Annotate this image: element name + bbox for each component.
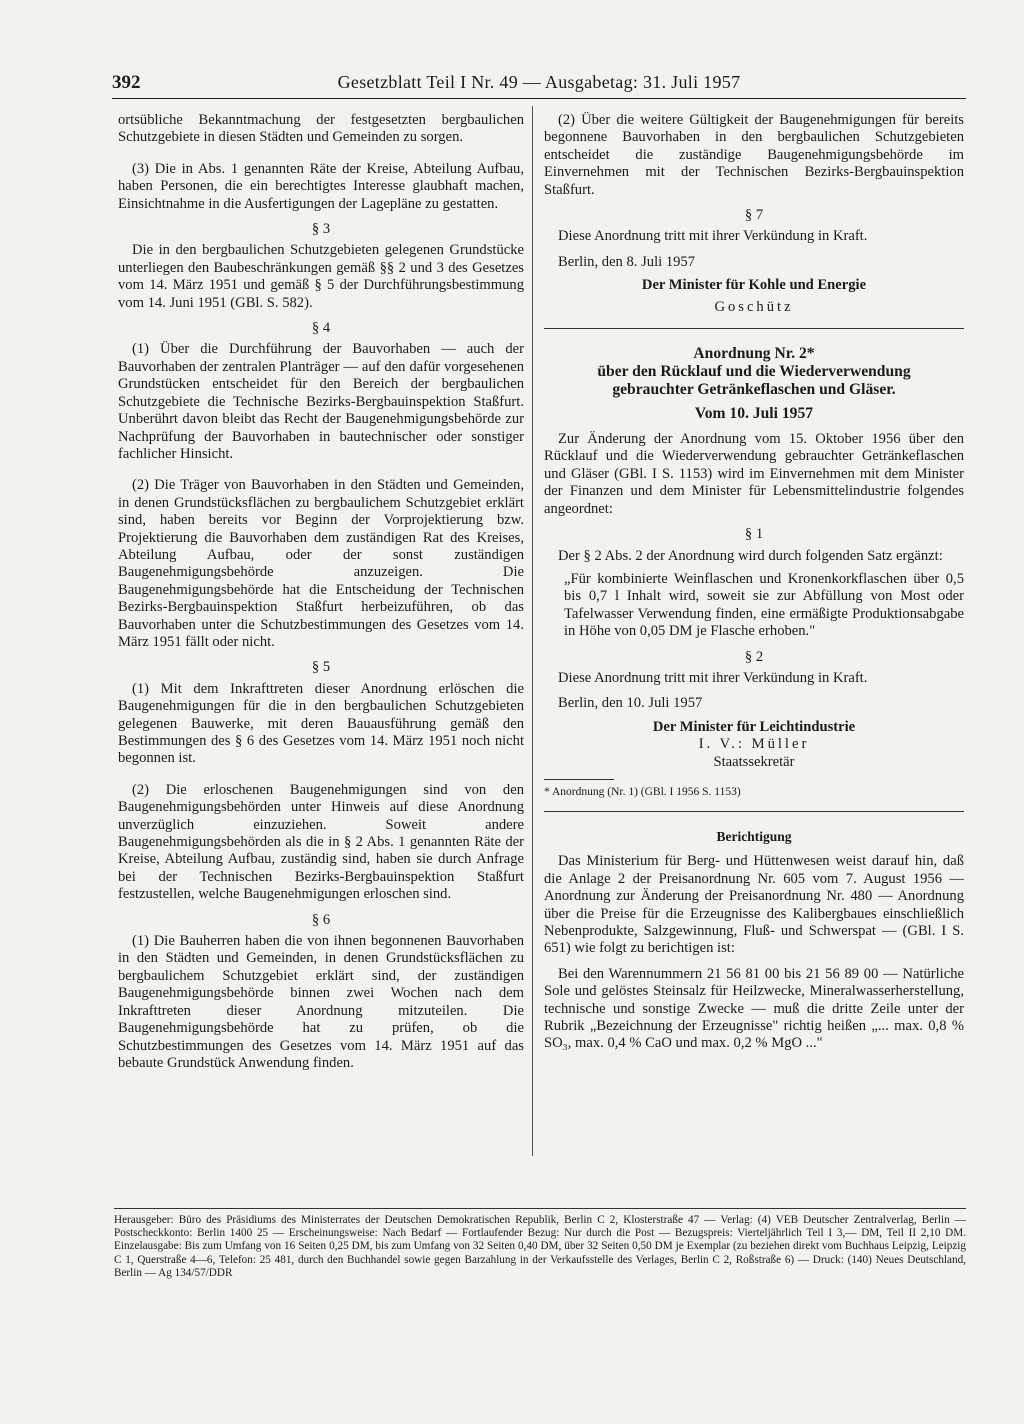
footnote: * Anordnung (Nr. 1) (GBl. I 1956 S. 1153) — [544, 785, 741, 798]
section-heading-5: § 5 — [311, 659, 331, 676]
left-column — [118, 112, 524, 1192]
quoted-text: „Für kombinierte Weinflaschen und Kronenkorkflaschen über 0,5 bis 0,7 l Inhalt wird, soweit sie zur Abfüllung von Most oder Tafelwasser Verwendung finden, eine ermäßigte Produktionsabgabe in Höhe von 0,05 DM je Flasche erhoben." — [564, 570, 964, 640]
place-date: Berlin, den 8. Juli 1957 — [558, 253, 696, 270]
running-title: Gesetzblatt Teil I Nr. 49 — Ausgabetag: 31. Juli 1957 — [337, 72, 741, 92]
minister-title: Der Minister für Leichtindustrie — [652, 718, 856, 735]
correction-title: Berichtigung — [716, 828, 792, 844]
paragraph: ortsübliche Bekanntmachung der festgesetzten bergbaulichen Schutzgebiete in diesen Städten und Gemeinden zu sorgen. — [118, 112, 524, 146]
paragraph: Das Ministerium für Berg- und Hüttenwesen weist darauf hin, daß die Anlage 2 der Preisanordnung Nr. 605 vom 7. August 1956 — Anordnung zur Änderung der Preisanordnung Nr. 480 — Anordnung über die Preise für die Erzeugnisse des Kalibergbaues einschließlich Nebenprodukte, Salzgewinnung, Fluß- und Schwerspat — (GBl. I S. 651) wie folgt zu berichtigen ist: — [544, 853, 964, 957]
paragraph: Zur Änderung der Anordnung vom 15. Oktober 1956 über den Rücklauf und die Wiederverwendung gebrauchter Getränkeflaschen und Gläser (GBl. I S. 1153) wird im Einvernehmen mit dem Minister der Finanzen und dem Minister für Lebensmittelindustrie folgendes angeordnet: — [544, 431, 964, 517]
section-heading-6: § 6 — [311, 911, 331, 928]
column-divider — [532, 106, 533, 1156]
minister-title: Der Minister für Kohle und Energie — [641, 277, 867, 294]
section-heading-o1: § 1 — [744, 526, 764, 543]
paragraph: (1) Über die Durchführung der Bauvorhaben — auch der Bauvorhaben der zentralen Planträger — auf den dafür vorgesehenen Grundstücken entscheidet für den Bereich der bergbaulichen Schutzgebiete die Technische Bezirks-Bergbauinspektion Staßfurt. Unberührt davon bleibt das Recht der Baugenehmigungsbehörde zur Nachprüfung der Bauvorhaben in bautechnischer oder sonstiger fachlicher Hinsicht. — [118, 341, 524, 462]
page-number: 392 — [112, 72, 141, 93]
section-heading-3: § 3 — [311, 221, 331, 238]
paragraph: (3) Die in Abs. 1 genannten Räte der Kreise, Abteilung Aufbau, haben Personen, die ein berechtigtes Interesse glaubhaft machen, Einsichtnahme in die Ausfertigungen der Lagepläne zu gestatten. — [118, 160, 524, 212]
imprint: Herausgeber: Büro des Präsidiums des Ministerrates der Deutschen Demokratischen Republik, Berlin C 2, Klosterstraße 47 — Verlag: (4) VEB Deutscher Zentralverlag, Berlin — Postscheckkonto: Berlin 1400 25 — Erscheinungsweise: Nach Bedarf — Fortlaufender Bezug: Nur durch die Post — Bezugspreis: Vierteljährlich Teil I 3,— DM, Teil II 2,10 DM. Einzelausgabe: Bis zum Umfang von 16 Seiten 0,25 DM, bis zum Umfang von 32 Seiten 0,40 DM, über 32 Seiten 0,50 DM je Exemplar (zu beziehen direkt vom Buchhaus Leipzig, Leipzig C 1, Querstraße 4—6, Telefon: 25 481, durch den Buchhandel sowie gegen Barzahlung in der Verkaufsstelle des Verlages, Berlin C 2, Roßstraße 6) — Druck: (140) Neues Deutschland, Berlin — Ag 134/57/DDR — [114, 1214, 966, 1279]
order-title: gebrauchter Getränkeflaschen und Gläser. — [612, 381, 896, 399]
section-heading-o2: § 2 — [744, 648, 764, 665]
order-title: über den Rücklauf und die Wiederverwendung — [597, 363, 911, 381]
section-heading-4: § 4 — [311, 320, 331, 337]
place-date: Berlin, den 10. Juli 1957 — [558, 695, 703, 712]
paragraph: (2) Die Träger von Bauvorhaben in den Städten und Gemeinden, in denen Grundstücksflächen zu bergbaulichem Schutzgebiet erklärt sind, haben bereits vor Beginn der Vorprojektierung bzw. Projektierung die Bauvorhaben dem zuständigen Rat des Kreises, Abteilung Aufbau, oder der sonst zuständigen Baugenehmigungsbehörde anzuzeigen. Die Baugenehmigungsbehörde hat die Entscheidung der Technischen Bezirks-Bergbauinspektion Staßfurt herbeizuführen, ob das Bauvorhaben unter die Schutzbestimmungen des Gesetzes vom 14. März 1951 fällt oder nicht. — [118, 477, 524, 650]
signer-role: Staatssekretär — [713, 753, 795, 770]
order-title: Anordnung Nr. 2* — [693, 345, 815, 363]
paragraph: (1) Die Bauherren haben die von ihnen begonnenen Bauvorhaben in den Städten und Gemeinden, in denen Grundstücksflächen zu bergbaulichem Schutzgebiet erklärt sind, der zuständigen Baugenehmigungsbehörde binnen zwei Wochen nach dem Inkrafttreten dieser Anordnung mitzuteilen. Die Baugenehmigungsbehörde hat zu prüfen, ob die Schutzbestimmungen des Gesetzes vom 14. März 1951 auf das bebaute Grundstück Anwendung finden. — [118, 933, 524, 1071]
section-rule — [544, 811, 964, 812]
paragraph: Diese Anordnung tritt mit ihrer Verkündung in Kraft. — [558, 669, 868, 686]
right-column — [544, 112, 964, 1052]
paragraph: Diese Anordnung tritt mit ihrer Verkündung in Kraft. — [558, 228, 868, 245]
section-heading-7: § 7 — [744, 207, 764, 224]
section-rule — [544, 328, 964, 329]
paragraph: (2) Die erloschenen Baugenehmigungen sind von den Baugenehmigungsbehörden unter Hinweis auf diese Anordnung unverzüglich einzuziehen. Soweit andere Baugenehmigungsbehörden als die in § 2 Abs. 1 genannten Räte der Kreise, Abteilung Aufbau, zuständig sind, haben sie durch Anfrage bei der Technischen Bezirks-Bergbauinspektion Staßfurt festzustellen, welche Baugenehmigungen erloschen sind. — [118, 781, 524, 903]
order-date: Vom 10. Juli 1957 — [694, 405, 814, 423]
paragraph: Die in den bergbaulichen Schutzgebieten gelegenen Grundstücke unterliegen den Baubeschränkungen gemäß §§ 2 und 3 des Gesetzes vom 14. März 1951 und gemäß § 5 der Durchführungsbestimmung vom 14. Juni 1951 (GBl. S. 582). — [118, 242, 524, 311]
footnote-rule — [544, 779, 614, 780]
signature: I. V.: Müller — [698, 736, 810, 753]
page-header — [112, 72, 966, 99]
paragraph: (2) Über die weitere Gültigkeit der Baugenehmigungen für bereits begonnene Bauvorhaben in den bergbaulichen Schutzgebieten entscheidet die zuständige Baugenehmigungsbehörde im Einvernehmen mit der Technischen Bezirks-Bergbauinspektion Staßfurt. — [544, 112, 964, 198]
paragraph: Bei den Warennummern 21 56 81 00 bis 21 56 89 00 — Natürliche Sole und gelöstes Steinsalz für Heilzwecke, Mineralwasserherstellung, technische und sonstige Zwecke — muß die dritte Zeile unter der Rubrik „Bezeichnung der Erzeugnisse" richtig heißen „... max. 0,8 % SO₃, max. 0,4 % CaO und max. 0,2 % MgO ..." — [544, 965, 964, 1052]
paragraph: Der § 2 Abs. 2 der Anordnung wird durch folgenden Satz ergänzt: — [558, 547, 943, 564]
paragraph: (1) Mit dem Inkrafttreten dieser Anordnung erlöschen die Baugenehmigungen für die in den bergbaulichen Schutzgebieten gelegenen Bauwerke, mit deren Bauausführung gemäß den Bestimmungen des § 6 des Gesetzes vom 14. März 1951 noch nicht begonnen ist. — [118, 680, 524, 767]
imprint-rule — [114, 1208, 966, 1209]
signature: Goschütz — [714, 298, 794, 315]
